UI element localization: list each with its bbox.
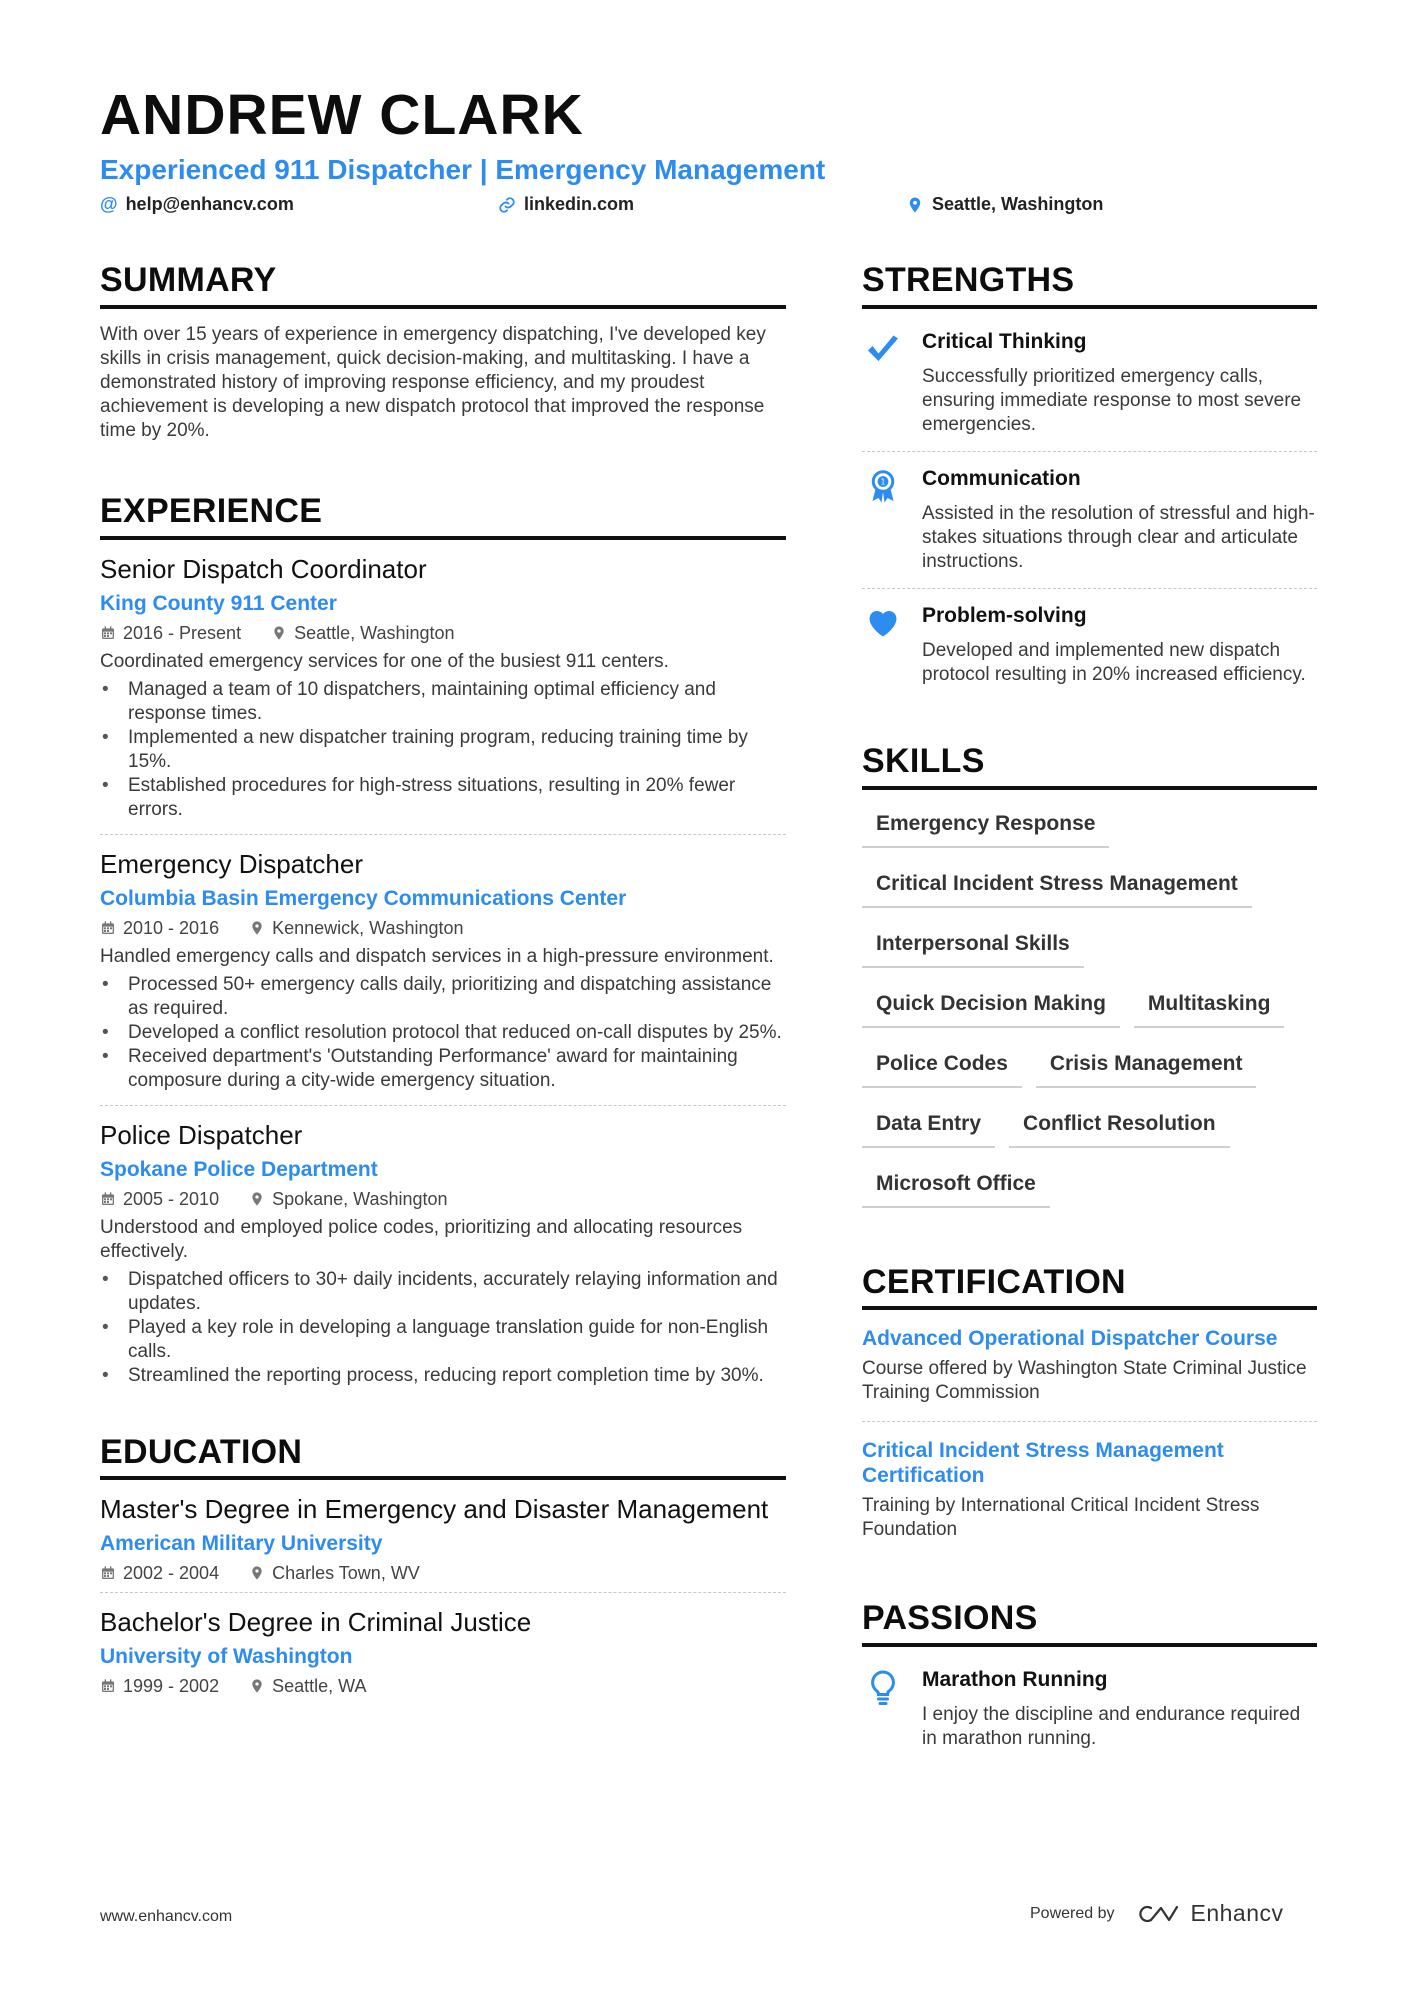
summary-title: SUMMARY [100, 260, 786, 309]
passions-title: PASSIONS [862, 1598, 1317, 1647]
achievement-list [100, 678, 786, 822]
dates [100, 917, 219, 939]
powered-by-text: Powered by [1030, 1904, 1115, 1922]
location-text: Spokane, Washington [272, 1188, 448, 1209]
skill-tag: Crisis Management [1036, 1042, 1257, 1088]
dates [100, 622, 241, 644]
location [249, 917, 463, 939]
experience-item [100, 849, 786, 1106]
strengths-section [862, 260, 1317, 701]
passions-desc: I enjoy the discipline and endurance required in marathon running. [922, 1704, 1301, 1750]
strengths-item [862, 452, 1317, 589]
dates [100, 1562, 219, 1584]
company-name[interactable]: Columbia Basin Emergency Communications Center [100, 886, 627, 910]
experience-title: EXPERIENCE [100, 491, 786, 540]
education-item [100, 1607, 786, 1705]
location-text: Seattle, WA [272, 1676, 367, 1697]
achievement-item: • Established procedures for high-stress situations, resulting in 20% fewer errors. [128, 774, 786, 822]
school-name[interactable]: American Military University [100, 1532, 383, 1556]
dates-text: 2002 - 2004 [123, 1563, 220, 1584]
dates [100, 1675, 219, 1697]
svg-text:1: 1 [880, 477, 886, 487]
achievement-item: • Received department's 'Outstanding Performance' award for maintaining composure during a city-wide emergency situation. [128, 1045, 786, 1093]
meta-row [100, 622, 786, 644]
strengths-item [862, 315, 1317, 452]
job-description: Understood and employed police codes, prioritizing and allocating resources effectively. [100, 1216, 743, 1262]
certification-title: CERTIFICATION [862, 1262, 1317, 1311]
certification-item [862, 1310, 1317, 1422]
skills-list [862, 802, 1317, 1222]
location-text: Seattle, Washington [294, 622, 455, 643]
strengths-desc: Developed and implemented new dispatch protocol resulting in 20% increased efficiency. [922, 639, 1306, 685]
lightbulb-icon [862, 1667, 904, 1751]
enhancv-logo-icon [1137, 1903, 1181, 1925]
brand-name: Enhancv [1190, 1900, 1284, 1926]
skill-tag: Critical Incident Stress Management [862, 862, 1252, 908]
email-text: help@enhancv.com [125, 194, 294, 214]
strengths-item [862, 589, 1317, 701]
strengths-title-text: Critical Thinking [922, 329, 1087, 353]
at-icon: @ [100, 194, 118, 214]
strengths-body [922, 329, 1317, 437]
achievement-item: • Managed a team of 10 dispatchers, maintaining optimal efficiency and response times. [128, 678, 786, 726]
skills-section [862, 741, 1317, 1222]
meta-row [100, 1188, 786, 1210]
dates-text: 2010 - 2016 [123, 917, 220, 938]
achievement-item: • Dispatched officers to 30+ daily incidents, accurately relaying information and updates. [128, 1268, 786, 1316]
dates-text: 1999 - 2002 [123, 1676, 220, 1697]
degree-title: Master's Degree in Emergency and Disaster Management [100, 1494, 769, 1525]
calendar-icon [100, 1191, 116, 1207]
achievement-item: • Implemented a new dispatcher training program, reducing training time by 15%. [128, 726, 786, 774]
contact-email[interactable] [100, 194, 294, 215]
meta-row [100, 1675, 786, 1697]
location-text: Charles Town, WV [272, 1563, 420, 1584]
skill-tag: Interpersonal Skills [862, 922, 1084, 968]
education-title: EDUCATION [100, 1432, 786, 1481]
location-text: Seattle, Washington [932, 194, 1104, 214]
certification-item [862, 1422, 1317, 1558]
passions-body [922, 1667, 1317, 1751]
job-title: Senior Dispatch Coordinator [100, 553, 427, 584]
award-ribbon-icon [862, 466, 904, 574]
right-column [862, 260, 1317, 1765]
summary-section [100, 260, 786, 443]
company-name[interactable]: Spokane Police Department [100, 1157, 378, 1181]
calendar-icon [100, 625, 116, 641]
job-title: Emergency Dispatcher [100, 848, 363, 879]
experience-list [100, 554, 786, 1400]
calendar-icon [100, 1565, 116, 1581]
link-icon [498, 196, 516, 214]
education-section [100, 1432, 786, 1706]
experience-section [100, 491, 786, 1400]
summary-text: With over 15 years of experience in emergency dispatching, I've developed key skills in crisis management, quick decision-making, and multitasking. I have a demonstrated history of improving response efficiency, and my proudest achievement is developing a new dispatch protocol that improved the response time by 20%. [100, 323, 766, 441]
meta-row [100, 1562, 786, 1584]
experience-item [100, 1120, 786, 1400]
job-description: Coordinated emergency services for one of the busiest 911 centers. [100, 650, 669, 672]
passions-title-text: Marathon Running [922, 1668, 1108, 1692]
achievement-item: • Streamlined the reporting process, reducing report completion time by 30%. [128, 1364, 786, 1388]
candidate-name: ANDREW CLARK [100, 83, 584, 147]
heart-icon [862, 603, 904, 687]
company-name[interactable]: King County 911 Center [100, 591, 337, 615]
location [249, 1562, 420, 1584]
certification-name[interactable]: Critical Incident Stress Management Certification [862, 1439, 1224, 1488]
education-list [100, 1494, 786, 1705]
achievement-item: • Processed 50+ emergency calls daily, prioritizing and dispatching assistance as required. [128, 973, 786, 1021]
skill-tag: Data Entry [862, 1102, 995, 1148]
candidate-headline: Experienced 911 Dispatcher | Emergency Management [100, 154, 826, 185]
certification-desc: Training by International Critical Incident Stress Foundation [862, 1495, 1260, 1541]
linkedin-text: linkedin.com [524, 194, 635, 214]
footer-branding [1030, 1900, 1284, 1927]
certification-list [862, 1310, 1317, 1558]
dates-text: 2016 - Present [123, 622, 242, 643]
skill-tag: Police Codes [862, 1042, 1022, 1088]
dates-text: 2005 - 2010 [123, 1188, 220, 1209]
location-pin-icon [249, 1191, 265, 1207]
location [249, 1675, 366, 1697]
strengths-title-text: Problem-solving [922, 603, 1087, 627]
dates [100, 1188, 219, 1210]
location-text: Kennewick, Washington [272, 917, 464, 938]
calendar-icon [100, 1678, 116, 1694]
location-pin-icon [249, 920, 265, 936]
passions-list [862, 1653, 1317, 1765]
strengths-body [922, 603, 1317, 687]
passions-item [862, 1653, 1317, 1765]
certification-section [862, 1262, 1317, 1559]
job-description: Handled emergency calls and dispatch services in a high-pressure environment. [100, 945, 774, 967]
passions-section [862, 1598, 1317, 1765]
strengths-title-text: Communication [922, 466, 1081, 490]
strengths-desc: Assisted in the resolution of stressful and high-stakes situations through clear and articulate instructions. [922, 502, 1315, 572]
skill-tag: Quick Decision Making [862, 982, 1120, 1028]
education-item [100, 1494, 786, 1593]
school-name[interactable]: University of Washington [100, 1645, 353, 1669]
footer-website[interactable]: www.enhancv.com [100, 1908, 233, 1925]
strengths-body [922, 466, 1317, 574]
contact-linkedin[interactable] [498, 194, 634, 215]
strengths-desc: Successfully prioritized emergency calls, ensuring immediate response to most severe emergencies. [922, 365, 1302, 435]
skill-tag: Multitasking [1134, 982, 1285, 1028]
achievement-list [100, 1268, 786, 1388]
certification-name[interactable]: Advanced Operational Dispatcher Course [862, 1327, 1278, 1351]
left-column [100, 260, 786, 1719]
contact-location [906, 194, 1103, 215]
skills-title: SKILLS [862, 741, 1317, 790]
enhancv-logo[interactable] [1137, 1900, 1284, 1927]
calendar-icon [100, 920, 116, 936]
location [271, 622, 454, 644]
achievement-item: • Developed a conflict resolution protocol that reduced on-call disputes by 25%. [128, 1021, 786, 1045]
location-pin-icon [271, 625, 287, 641]
skill-tag: Conflict Resolution [1009, 1102, 1230, 1148]
strengths-list [862, 315, 1317, 701]
location-pin-icon [906, 196, 924, 214]
location [249, 1188, 447, 1210]
experience-item [100, 554, 786, 835]
certification-desc: Course offered by Washington State Criminal Justice Training Commission [862, 1358, 1307, 1404]
checkmark-icon [862, 329, 904, 437]
strengths-title: STRENGTHS [862, 260, 1317, 309]
skill-tag: Microsoft Office [862, 1162, 1050, 1208]
location-pin-icon [249, 1565, 265, 1581]
meta-row [100, 917, 786, 939]
achievement-list [100, 973, 786, 1093]
job-title: Police Dispatcher [100, 1119, 303, 1150]
achievement-item: • Played a key role in developing a language translation guide for non-English calls. [128, 1316, 786, 1364]
degree-title: Bachelor's Degree in Criminal Justice [100, 1607, 532, 1638]
location-pin-icon [249, 1678, 265, 1694]
skill-tag: Emergency Response [862, 802, 1109, 848]
